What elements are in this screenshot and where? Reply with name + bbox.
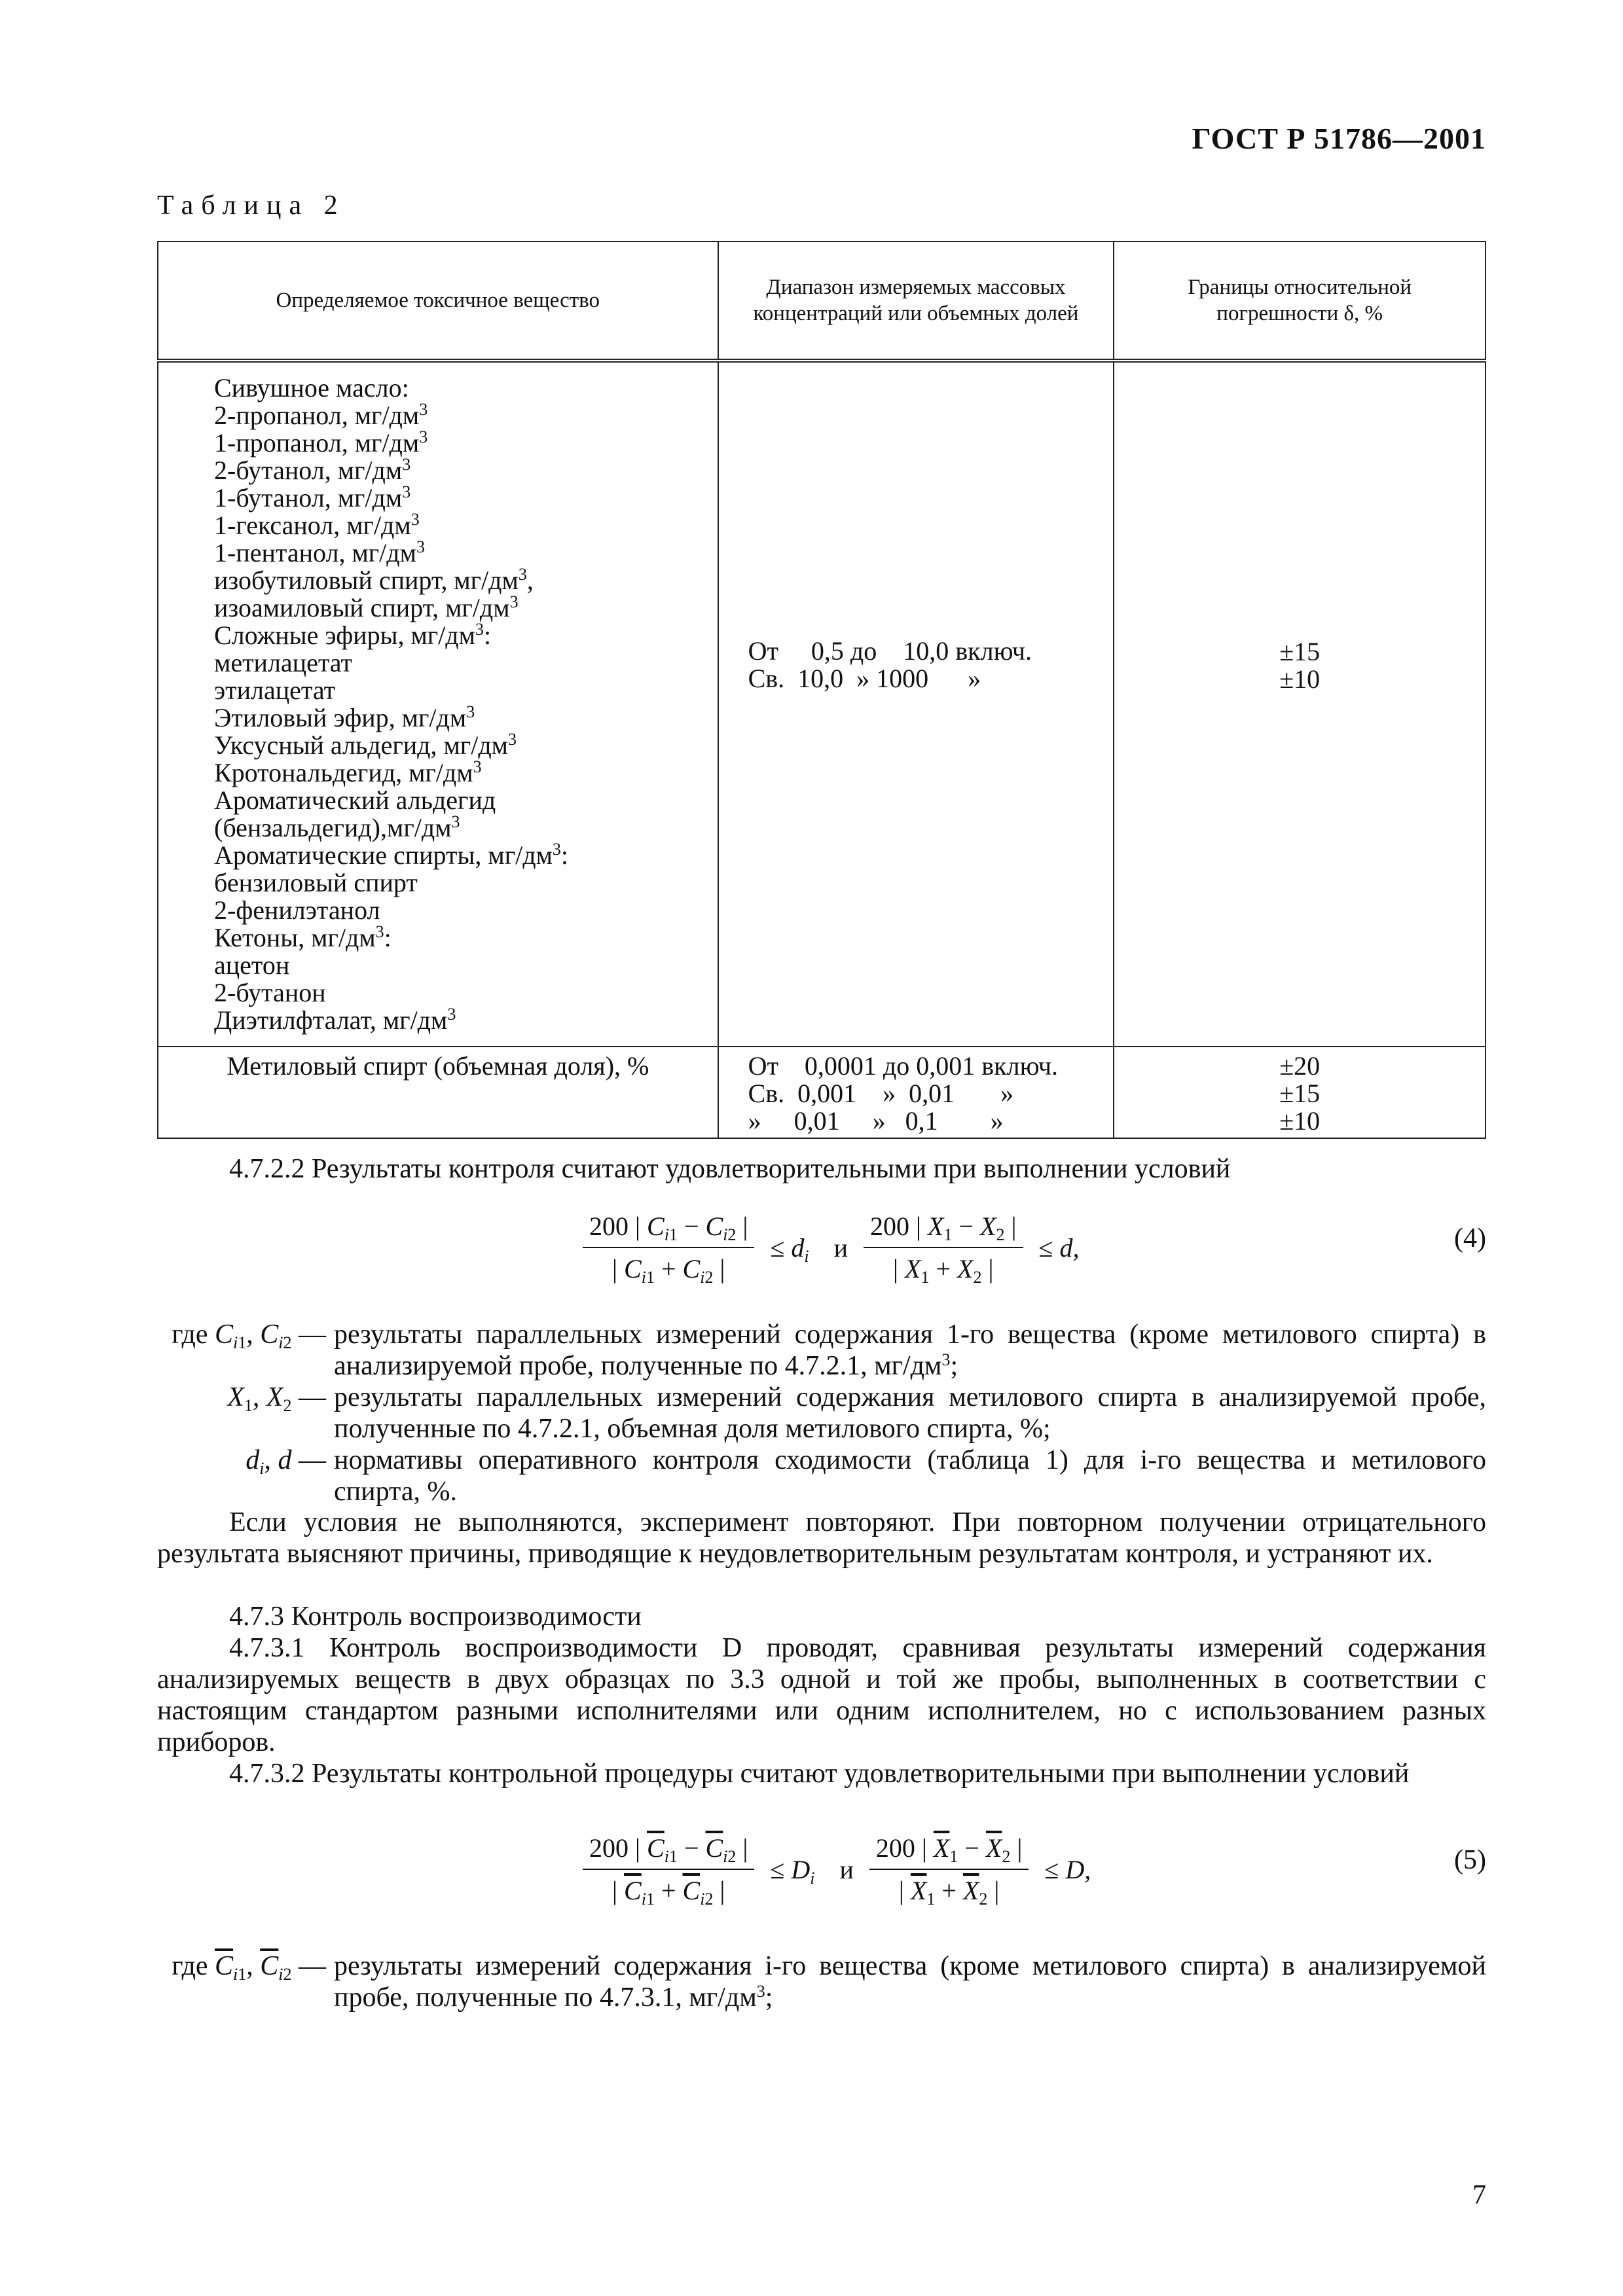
paragraph-fail: Если условия не выполняются, эксперимент повторяют. При повторном получении отрицательного результата выясняют причины, приводящие к неудовлетворительным результатам контроля, и устраняют их. [157, 1507, 1486, 1569]
list-item: Этиловый эфир, $мг/дм^3$ [214, 702, 475, 732]
list-item: 2-бутанон [214, 978, 326, 1007]
equation-4: $\frac{200 | C_{i1} - C_{i2} |}{| C_{i1} + C_{i2} |}$ ≤ $d_i$ и $\frac{200 | X_1 - X_2 |}{| X_1 + X_2 |}$ ≤ d, [583, 1211, 1088, 1284]
equation-number: (5) [1454, 1845, 1486, 1875]
range-line: Св. 10,0 » 1000 » [748, 664, 981, 693]
header-substance: Определяемое токсичное вещество [158, 242, 718, 361]
page-number: 7 [1472, 2180, 1486, 2210]
list-item: изобутиловый спирт, $мг/дм^3$, [214, 565, 534, 595]
range-line: От 0,5 до 10,0 включ. [748, 636, 1032, 666]
fraction: $\frac{200 | \overline{X}_1 - \overline{X}_2 |}{| \overline{X}_1 + \overline{X}_2 |}$ [869, 1833, 1029, 1906]
list-item: 1-гексанол, $мг/дм^3$ [214, 510, 420, 540]
fraction: $\frac{200 | \overline{C}_{i1} - \overline{C}_{i2} |}{| \overline{C}_{i1} + \overline{C}_{i2} |}$ [583, 1833, 754, 1906]
table-row [158, 361, 1486, 1047]
tolerance-cell [1114, 361, 1486, 1047]
standard-header: ГОСТ Р 51786—2001 [1192, 122, 1486, 155]
fraction: $\frac{200 | C_{i1} - C_{i2} |}{| C_{i1} + C_{i2} |}$ [583, 1211, 754, 1284]
list-item: $(бензальдегид),мг/дм^3$ [214, 812, 460, 842]
header-range: Диапазон измеряемых массовых концентраций или объемных долей [718, 242, 1114, 361]
definition-item: где $C_{i1}$, $C_{i2}$ — результаты параллельных измерений содержания 1-го вещества (кроме метилового спирта) в анализируемой пробе, полученные по 4.7.2.1, $мг/дм^3$; [172, 1319, 1486, 1381]
range-line: От 0,0001 до 0,001 включ. [748, 1051, 1059, 1081]
tolerance-cell [1114, 1047, 1486, 1138]
fraction: $\frac{200 | X_1 - X_2 |}{| X_1 + X_2 |}$ [864, 1211, 1023, 1284]
list-item: 1-бутанол, $мг/дм^3$ [214, 482, 411, 512]
list-item: 1-пропанол, $мг/дм^3$ [214, 427, 428, 457]
equation-number: (4) [1454, 1223, 1486, 1253]
table-header-row [158, 242, 1486, 361]
range-cell [718, 1047, 1114, 1138]
range-line: Св. 0,001 » 0,01 » [748, 1079, 1014, 1108]
paragraph-4-7-3-2: 4.7.3.2 Результаты контрольной процедуры считают удовлетворительными при выполнении условий [229, 1759, 1410, 1789]
table-row [158, 1047, 1486, 1138]
list-item: этилацетат [214, 675, 336, 705]
tolerance-value: ±10 [1279, 664, 1321, 694]
paragraph-4-7-2-2: 4.7.2.2 Результаты контроля считают удовлетворительными при выполнении условий [229, 1154, 1231, 1184]
definition-item: $X_1$, $X_2$ — результаты параллельных измерений содержания метилового спирта в анализируемой пробе, полученные по 4.7.2.1, объемная доля метилового спирта, %; [227, 1382, 1486, 1444]
range-line: » 0,01 » 0,1 » [748, 1106, 1004, 1136]
list-item: метилацетат [214, 648, 352, 677]
definition-item: $d_i$, d — нормативы оперативного контроля сходимости (таблица 1) для i-го вещества и метилового спирта, %. [246, 1445, 1486, 1507]
list-item: бензиловый спирт [214, 868, 418, 897]
tolerance-value: ±10 [1279, 1106, 1321, 1136]
table-caption: Таблица 2 [157, 190, 346, 221]
paragraph-4-7-3: 4.7.3 Контроль воспроизводимости [229, 1602, 642, 1632]
definitions-list [157, 1950, 1486, 2013]
equation-5: $\frac{200 | \overline{C}_{i1} - \overline{C}_{i2} |}{| \overline{C}_{i1} + \overline{C}_{i2} |}$ ≤ $D_i$ и $\frac{200 | \overline{X}_1 - \overline{X}_2 |}{| \overline{X}_1 + \overline{X}_2 |}$ ≤ D, [583, 1833, 1100, 1906]
list-item: 2-бутанол, $мг/дм^3$ [214, 455, 411, 485]
list-item: Ароматические спирты, $мг/дм^3$: [214, 840, 568, 870]
list-item: 2-пропанол, $мг/дм^3$ [214, 400, 428, 430]
range-cell [718, 361, 1114, 1047]
list-item: 2-фенилэтанол [214, 895, 380, 925]
definitions-list [157, 1319, 1486, 1507]
list-item: Сивушное масло: [214, 373, 409, 403]
list-item: Кетоны, $мг/дм^3$: [214, 922, 392, 952]
tolerance-value: ±20 [1279, 1051, 1321, 1081]
list-item: Диэтилфталат, $мг/дм^3$ [214, 1005, 456, 1035]
definition-item: где $\overline{C}_{i1}$, $\overline{C}_{i2}$ — результаты измерений содержания i-го вещества (кроме метилового спирта) в анализируемой пробе, полученные по 4.7.3.1, $мг/дм^3$; [172, 1951, 1486, 2013]
table-2 [157, 241, 1486, 1139]
list-item: Уксусный альдегид, $мг/дм^3$ [214, 730, 517, 760]
header-tolerance: Границы относительной погрешности δ, % [1114, 242, 1486, 361]
tolerance-value: ±15 [1279, 1079, 1321, 1108]
substance-list [158, 361, 718, 1047]
list-item: Ароматический альдегид [214, 785, 496, 815]
list-item: ацетон [214, 950, 290, 980]
substance-cell: Метиловый спирт (объемная доля), % [158, 1047, 718, 1138]
list-item: изоамиловый спирт, $мг/дм^3$ [214, 592, 519, 622]
list-item: Кротональдегид, $мг/дм^3$ [214, 757, 482, 787]
list-item: Сложные эфиры, $мг/дм^3$: [214, 620, 492, 650]
tolerance-value: ±15 [1279, 637, 1321, 666]
paragraph-4-7-3-1: 4.7.3.1 Контроль воспроизводимости D проводят, сравнивая результаты измерений содержания анализируемых веществ в двух образцах по 3.3 одной и той же пробы, выполненных в соответствии с настоящим стандартом разными исполнителями или одним исполнителем, но с использованием разных приборов. [157, 1633, 1486, 1757]
list-item: 1-пентанол, $мг/дм^3$ [214, 537, 425, 567]
document-page [157, 0, 1486, 2296]
